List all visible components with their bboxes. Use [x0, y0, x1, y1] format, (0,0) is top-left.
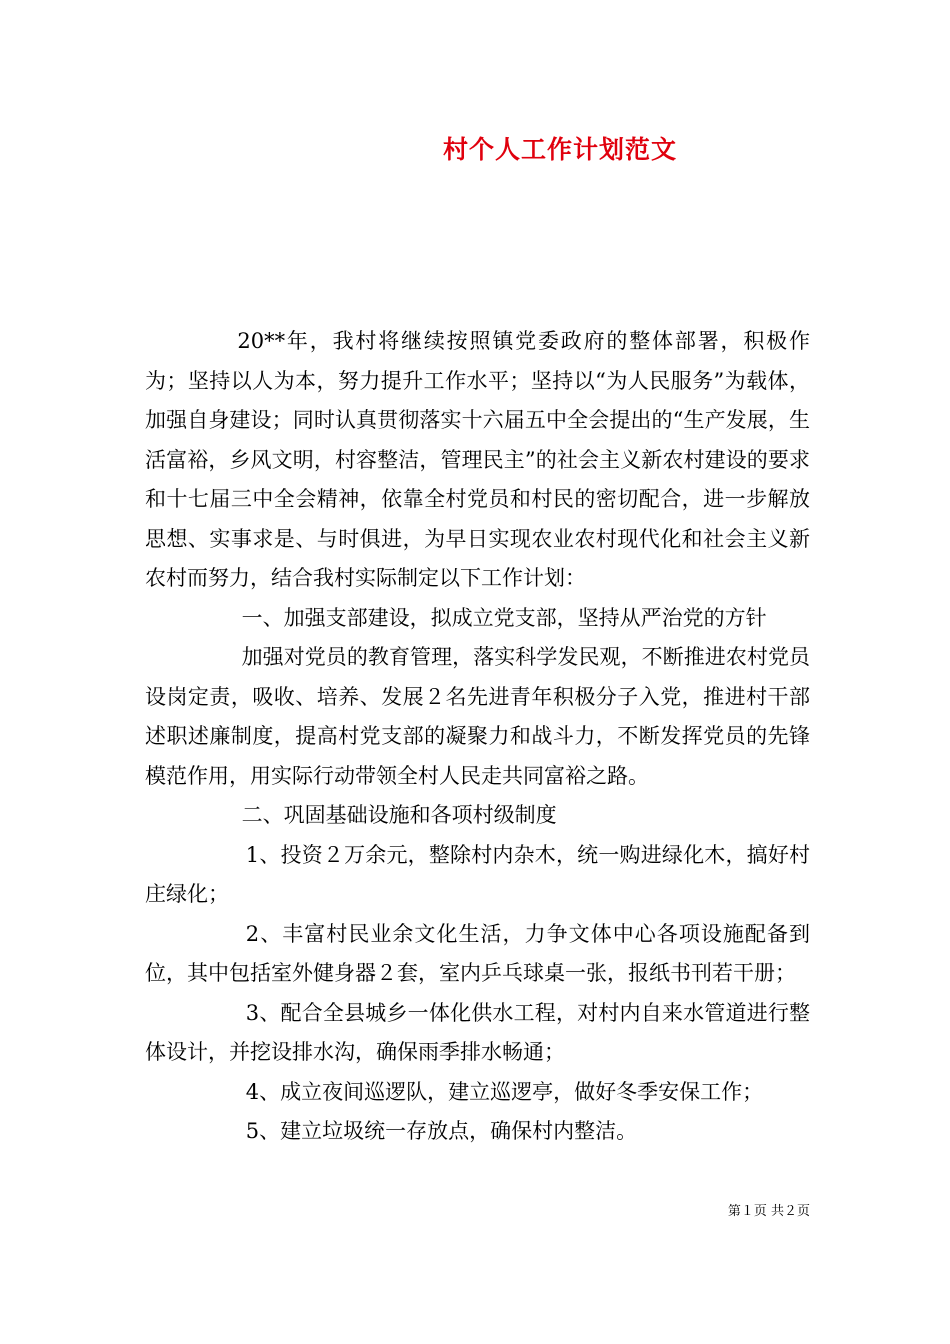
list-item-3: 3、配合全县城乡一体化供水工程，对村内自来水管道进行整体设计，并挖设排水沟，确保雨季排水畅通；: [145, 1000, 810, 1064]
list-item-2: 2、丰富村民业余文化生活，力争文体中心各项设施配备到位，其中包括室外健身器２套，室内乒乓球桌一张，报纸书刊若干册；: [145, 921, 810, 985]
page-number-footer: 第１页 共２页: [727, 1204, 810, 1219]
section-heading-2: 二、巩固基础设施和各项村级制度: [241, 803, 557, 827]
section-heading-1: 一、加强支部建设，拟成立党支部，坚持从严治党的方针: [241, 605, 767, 630]
document-body: [145, 322, 810, 1152]
list-item-5: 5、建立垃圾统一存放点，确保村内整洁。: [245, 1119, 638, 1143]
list-item-1: 1、投资２万余元，整除村内杂木，统一购进绿化木，搞好村庄绿化；: [145, 842, 810, 906]
intro-paragraph: 20**年，我村将继续按照镇党委政府的整体部署，积极作为；坚持以人为本，努力提升工作水平；坚持以“为人民服务”为载体，加强自身建设；同时认真贯彻落实十六届五中全会提出的“生产发展，生活富裕，乡风文明，村容整洁，管理民主”的社会主义新农村建设的要求和十七届三中全会精神，依靠全村党员和村民的密切配合，进一步解放思想、实事求是、与时俱进，为早日实现农业农村现代化和社会主义新农村而努力，结合我村实际制定以下工作计划：: [145, 329, 810, 590]
document-title: 村个人工作计划范文: [442, 135, 677, 164]
list-item-4: 4、成立夜间巡逻队，建立巡逻亭，做好冬季安保工作；: [245, 1079, 764, 1104]
section-1-paragraph: 加强对党员的教育管理，落实科学发民观，不断推进农村党员设岗定责，吸收、培养、发展２名先进青年积极分子入党，推进村干部述职述廉制度，提高村党支部的凝聚力和战斗力，不断发挥党员的先锋模范作用，用实际行动带领全村人民走共同富裕之路。: [145, 645, 810, 788]
